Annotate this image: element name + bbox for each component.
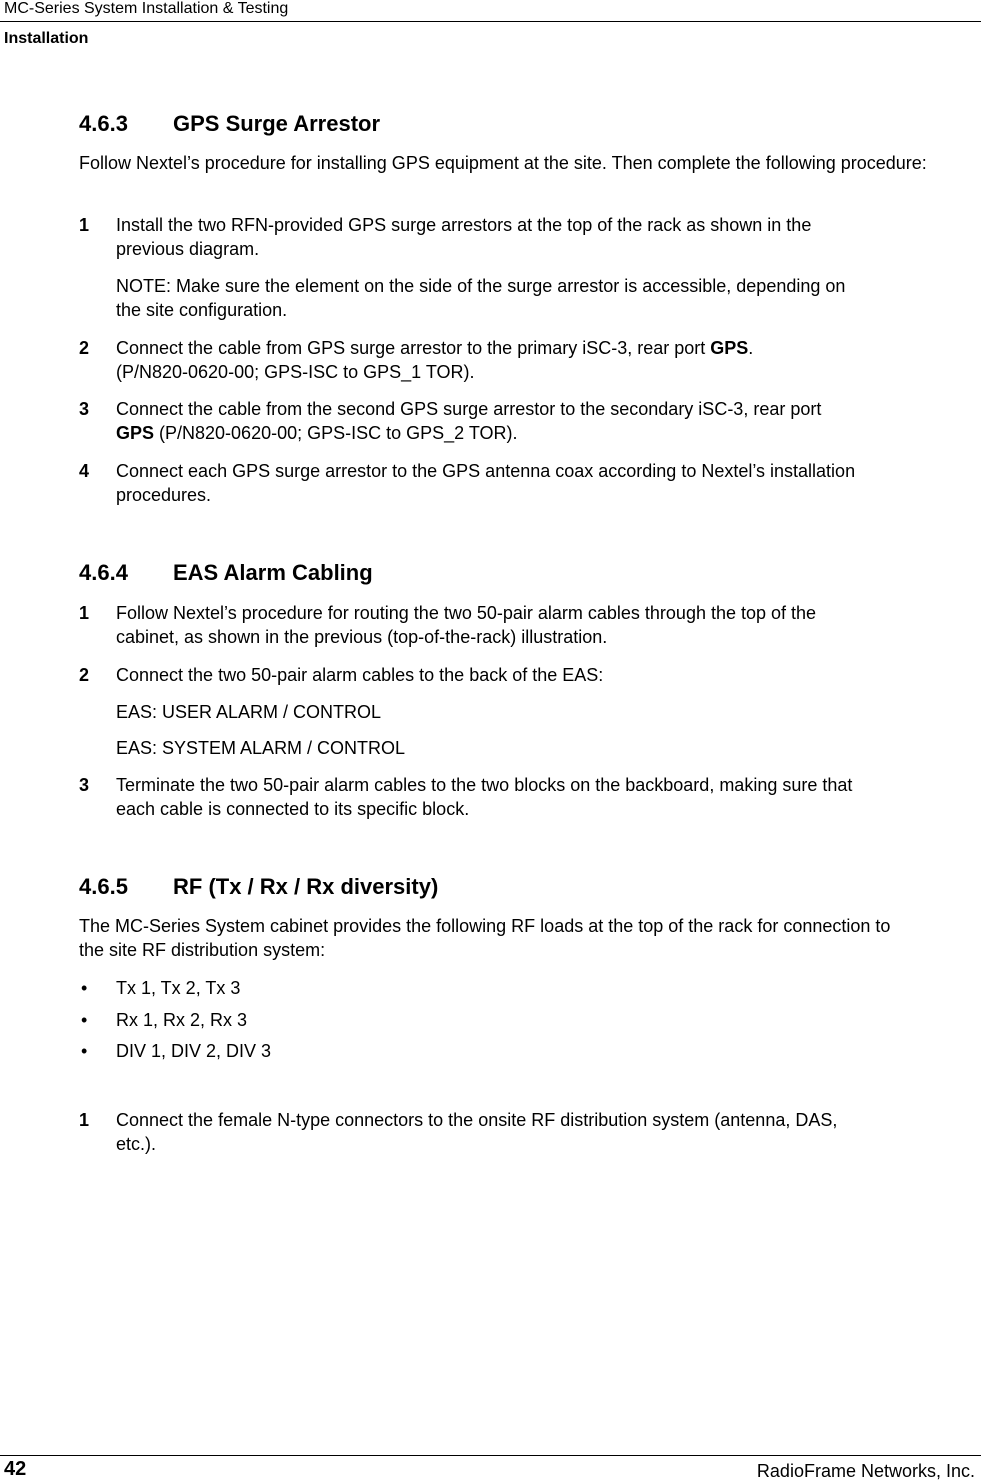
bullet-icon: • [81,1010,88,1030]
step-text: etc.). [116,1134,157,1154]
step-number: 2 [79,338,90,358]
heading-4-6-5 [79,874,879,900]
step-number: 3 [79,775,90,795]
heading-title: GPS Surge Arrestor [173,111,381,136]
list-item: Rx 1, Rx 2, Rx 3 [116,1010,248,1030]
header-divider [0,21,981,22]
step-number: 2 [79,665,90,685]
intro-paragraph: Follow Nextel’s procedure for installing GPS equipment at the site. Then complete the following procedure: [79,153,927,173]
step-text: cabinet, as shown in the previous (top-of-the-rack) illustration. [116,627,608,647]
step-text: each cable is connected to its specific block. [116,799,470,819]
step-note: NOTE: Make sure the element on the side of the surge arrestor is accessible, depending on [116,276,846,296]
heading-4-6-3 [79,111,879,137]
list-item: Tx 1, Tx 2, Tx 3 [116,978,241,998]
bullet-icon: • [81,978,88,998]
heading-number: 4.6.4 [79,560,128,585]
step-number: 3 [79,399,90,419]
step-text: Connect the female N-type connectors to the onsite RF distribution system (antenna, DAS, [116,1110,838,1130]
page-number: 42 [4,1458,27,1480]
step-text: Connect the cable from GPS surge arrestor to the primary iSC-3, rear port GPS. [116,338,754,358]
connector-label: EAS: USER ALARM / CONTROL [116,702,382,722]
step-text: Follow Nextel’s procedure for routing the two 50-pair alarm cables through the top of the [116,603,817,623]
port-name: GPS [710,338,749,358]
heading-number: 4.6.5 [79,874,128,899]
step-text: Connect each GPS surge arrestor to the GPS antenna coax according to Nextel’s installation [116,461,856,481]
list-item: DIV 1, DIV 2, DIV 3 [116,1041,272,1061]
footer-divider [0,1455,981,1456]
step-number: 1 [79,215,90,235]
company-name: RadioFrame Networks, Inc. [756,1461,975,1481]
document-title: MC-Series System Installation & Testing [4,0,289,17]
bullet-icon: • [81,1041,88,1061]
heading-4-6-4 [79,560,879,586]
step-text: Connect the cable from the second GPS surge arrestor to the secondary iSC-3, rear port [116,399,822,419]
heading-title: EAS Alarm Cabling [173,560,373,585]
step-text: previous diagram. [116,239,260,259]
section-label: Installation [4,30,89,47]
step-text: GPS (P/N820-0620-00; GPS-ISC to GPS_2 TOR). [116,423,518,443]
step-text: Terminate the two 50-pair alarm cables to the two blocks on the backboard, making sure that [116,775,853,795]
step-number: 4 [79,461,90,481]
step-number: 1 [79,1110,90,1130]
connector-label: EAS: SYSTEM ALARM / CONTROL [116,738,406,758]
step-text: procedures. [116,485,212,505]
step-text: (P/N820-0620-00; GPS-ISC to GPS_1 TOR). [116,362,475,382]
heading-title: RF (Tx / Rx / Rx diversity) [173,874,439,899]
step-text: Connect the two 50-pair alarm cables to the back of the EAS: [116,665,604,685]
heading-number: 4.6.3 [79,111,128,136]
intro-paragraph: The MC-Series System cabinet provides the following RF loads at the top of the rack for connection to the site RF distribution system: [79,916,891,960]
port-name: GPS [116,423,155,443]
step-text: Install the two RFN-provided GPS surge arrestors at the top of the rack as shown in the [116,215,812,235]
step-number: 1 [79,603,90,623]
step-note: the site configuration. [116,300,288,320]
